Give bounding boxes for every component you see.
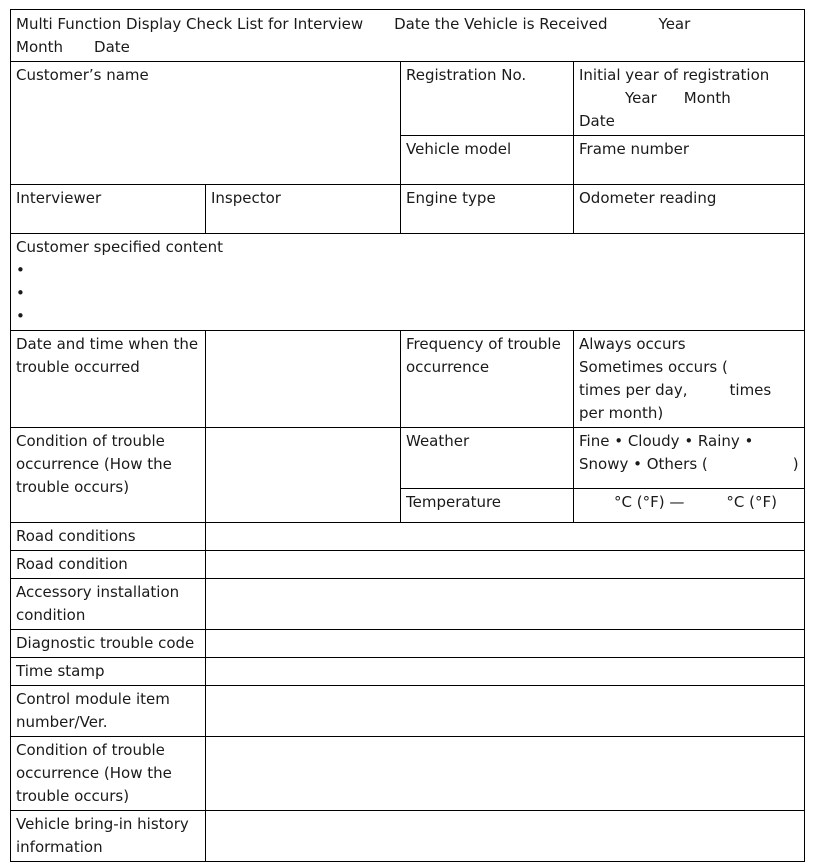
dtc-label: Diagnostic trouble code: [16, 634, 195, 652]
frequency-per-day: times per day,: [579, 381, 688, 399]
title-line-1: [16, 13, 799, 36]
bring-in-history-row: [11, 811, 805, 862]
initial-registration-cell[interactable]: [574, 62, 805, 136]
frequency-label-cell: [401, 331, 574, 428]
accessory-label: Accessory installation condition: [16, 583, 180, 624]
interview-checklist-form: [10, 9, 805, 862]
condition-occurrence-2-row: [11, 737, 805, 811]
customer-content-cell[interactable]: [11, 234, 805, 331]
initial-registration-month: Month: [683, 89, 731, 107]
registration-no-cell[interactable]: [401, 62, 574, 136]
condition-occurrence-2-value[interactable]: [206, 737, 805, 811]
road-condition-label-cell: [11, 551, 206, 579]
control-module-value[interactable]: [206, 686, 805, 737]
weather-options-cell[interactable]: [574, 428, 805, 489]
bullet-2: •: [16, 284, 25, 302]
condition-weather-row: [11, 428, 805, 489]
title-line-2: [16, 36, 799, 59]
bring-in-history-label-cell: [11, 811, 206, 862]
frequency-options-cell[interactable]: [574, 331, 805, 428]
time-stamp-label: Time stamp: [16, 662, 105, 680]
customer-name-cell[interactable]: [11, 62, 401, 185]
customer-name-label: Customer’s name: [16, 66, 149, 84]
temperature-label-cell: [401, 489, 574, 523]
time-stamp-value[interactable]: [206, 658, 805, 686]
bring-in-history-value[interactable]: [206, 811, 805, 862]
odometer-reading-cell[interactable]: [574, 185, 805, 234]
road-conditions-label-cell: [11, 523, 206, 551]
weather-label-cell: [401, 428, 574, 489]
date-received-label: Date the Vehicle is Received: [394, 15, 608, 33]
bullet-1: •: [16, 261, 25, 279]
accessory-label-cell: [11, 579, 206, 630]
time-stamp-row: [11, 658, 805, 686]
frequency-always[interactable]: Always occurs: [579, 335, 686, 353]
title-cell: [11, 10, 805, 62]
road-conditions-value[interactable]: [206, 523, 805, 551]
road-condition-row: [11, 551, 805, 579]
dtc-row: [11, 630, 805, 658]
frequency-times-line: [579, 379, 799, 402]
condition-occurrence-2-label-cell: [11, 737, 206, 811]
dtc-value[interactable]: [206, 630, 805, 658]
interviewer-row: [11, 185, 805, 234]
dtc-label-cell: [11, 630, 206, 658]
date-time-trouble-cell: [11, 331, 206, 428]
control-module-row: [11, 686, 805, 737]
road-conditions-label: Road conditions: [16, 527, 136, 545]
customer-row-1: [11, 62, 805, 136]
frequency-times: times: [729, 381, 772, 399]
customer-content-row: [11, 234, 805, 331]
received-year-label: Year: [658, 15, 691, 33]
temperature-units: [579, 491, 799, 514]
road-condition-value[interactable]: [206, 551, 805, 579]
date-time-trouble-value[interactable]: [206, 331, 401, 428]
date-time-trouble-label: Date and time when the trouble occurred: [16, 335, 199, 376]
interviewer-label: Interviewer: [16, 189, 102, 207]
weather-others: Snowy • Others (: [579, 455, 708, 473]
condition-occurrence-cell: [11, 428, 206, 523]
registration-no-label: Registration No.: [406, 66, 527, 84]
initial-registration-year: Year: [625, 89, 657, 107]
weather-label: Weather: [406, 432, 470, 450]
weather-options-line-1[interactable]: Fine • Cloudy • Rainy •: [579, 432, 754, 450]
weather-close-paren: ): [792, 455, 799, 473]
vehicle-model-label: Vehicle model: [406, 140, 512, 158]
frame-number-cell[interactable]: [574, 136, 805, 185]
trouble-time-row: [11, 331, 805, 428]
vehicle-model-cell[interactable]: [401, 136, 574, 185]
initial-registration-date: Date: [579, 112, 615, 130]
title-row: [11, 10, 805, 62]
bring-in-history-label: Vehicle bring-in history information: [16, 815, 189, 856]
initial-registration-year-month: [579, 87, 799, 110]
customer-content-label: Customer specified content: [16, 238, 224, 256]
received-date-label: Date: [94, 38, 130, 56]
accessory-row: [11, 579, 805, 630]
frequency-sometimes[interactable]: Sometimes occurs (: [579, 358, 728, 376]
engine-type-label: Engine type: [406, 189, 496, 207]
control-module-label-cell: [11, 686, 206, 737]
interviewer-cell[interactable]: [11, 185, 206, 234]
temperature-value-cell[interactable]: [574, 489, 805, 523]
engine-type-cell[interactable]: [401, 185, 574, 234]
odometer-reading-label: Odometer reading: [579, 189, 717, 207]
road-conditions-row: [11, 523, 805, 551]
bullet-3: •: [16, 307, 25, 325]
frequency-per-month: per month): [579, 404, 664, 422]
time-stamp-label-cell: [11, 658, 206, 686]
condition-occurrence-label: Condition of trouble occurrence (How the trouble occurs): [16, 432, 172, 496]
form-title: Multi Function Display Check List for Interview: [16, 15, 364, 33]
received-month-label: Month: [16, 38, 64, 56]
condition-occurrence-2-label: Condition of trouble occurrence (How the trouble occurs): [16, 741, 172, 805]
control-module-label: Control module item number/Ver.: [16, 690, 170, 731]
inspector-cell[interactable]: [206, 185, 401, 234]
condition-occurrence-value[interactable]: [206, 428, 401, 523]
temperature-label: Temperature: [406, 493, 502, 511]
road-condition-label: Road condition: [16, 555, 128, 573]
initial-registration-label: Initial year of registration: [579, 66, 770, 84]
frame-number-label: Frame number: [579, 140, 690, 158]
temperature-unit-from: °C (°F) —: [614, 493, 685, 511]
weather-options-line-2[interactable]: [579, 453, 799, 476]
accessory-value[interactable]: [206, 579, 805, 630]
temperature-unit-to: °C (°F): [726, 493, 777, 511]
inspector-label: Inspector: [211, 189, 281, 207]
frequency-label: Frequency of trouble occurrence: [406, 335, 561, 376]
